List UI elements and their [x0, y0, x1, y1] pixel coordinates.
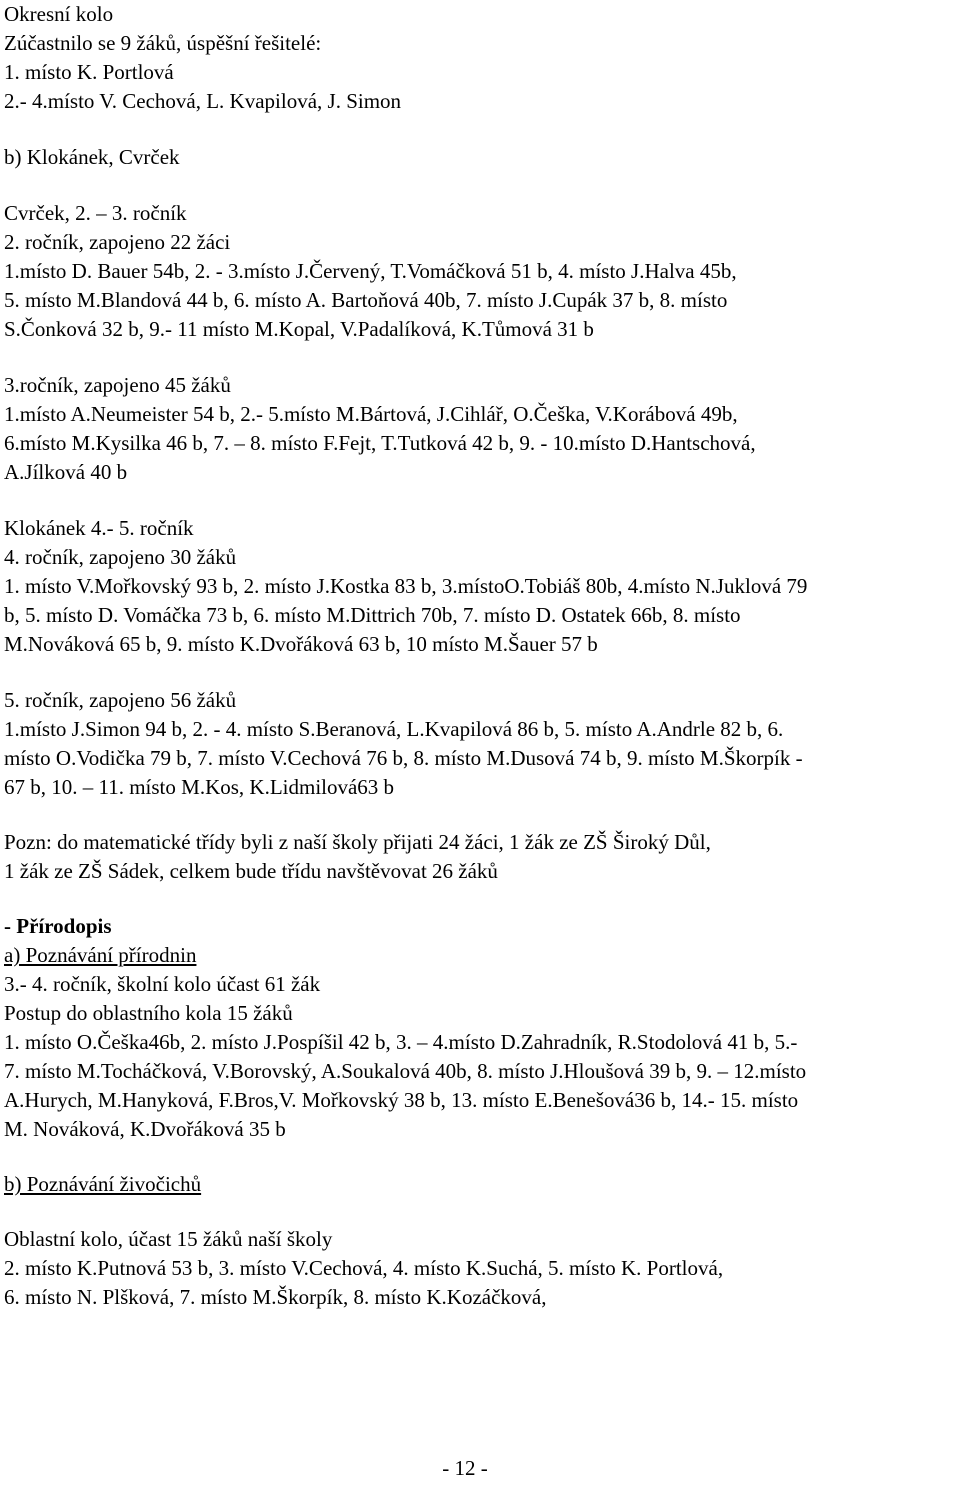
- spacer: [4, 886, 956, 912]
- spacer: [4, 172, 956, 199]
- klokanek-rocnik-4-line: b, 5. místo D. Vomáčka 73 b, 6. místo M.Dittrich 70b, 7. místo D. Ostatek 66b, 8. místo: [4, 603, 741, 627]
- spacer: [4, 487, 956, 514]
- okresni-kolo-place-1: 1. místo K. Portlová: [4, 60, 174, 84]
- spacer: [4, 1199, 956, 1225]
- okresni-kolo-summary: Zúčastnilo se 9 žáků, úspěšní řešitelé:: [4, 31, 322, 55]
- klokanek-rocnik-5-line: 1.místo J.Simon 94 b, 2. - 4. místo S.Beranová, L.Kvapilová 86 b, 5. místo A.Andrle 82 b, 6.: [4, 717, 784, 741]
- spacer: [4, 116, 956, 143]
- page-number: - 12 -: [442, 1456, 488, 1480]
- skolni-kolo-line: 3.- 4. ročník, školní kolo účast 61 žák: [4, 972, 321, 996]
- pozn-line: Pozn: do matematické třídy byli z naší školy přijati 24 žáci, 1 žák ze ZŠ Široký Důl,: [4, 830, 711, 854]
- pozn-line: 1 žák ze ZŠ Sádek, celkem bude třídu navštěvovat 26 žáků: [4, 859, 498, 883]
- okresni-kolo-heading: Okresní kolo: [4, 2, 114, 26]
- postup-line: Postup do oblastního kola 15 žáků: [4, 1001, 293, 1025]
- klokanek-heading: Klokánek 4.- 5. ročník: [4, 516, 194, 540]
- klokanek-rocnik-4-line: M.Nováková 65 b, 9. místo K.Dvořáková 63 b, 10 místo M.Šauer 57 b: [4, 632, 598, 656]
- prirodniny-results-line: A.Hurych, M.Hanyková, F.Bros,V. Mořkovský 38 b, 13. místo E.Benešová36 b, 14.- 15. místo: [4, 1088, 799, 1112]
- cvrcek-rocnik-3-line: 6.místo M.Kysilka 46 b, 7. – 8. místo F.Fejt, T.Tutková 42 b, 9. - 10.místo D.Hantschová,: [4, 431, 756, 455]
- document-page: [4, 0, 956, 1312]
- cvrcek-rocnik-2-line: 5. místo M.Blandová 44 b, 6. místo A. Bartoňová 40b, 7. místo J.Cupák 37 b, 8. místo: [4, 288, 728, 312]
- zivocichove-results-line: 2. místo K.Putnová 53 b, 3. místo V.Cechová, 4. místo K.Suchá, 5. místo K. Portlová,: [4, 1256, 724, 1280]
- prirodniny-results-line: M. Nováková, K.Dvořáková 35 b: [4, 1117, 286, 1141]
- cvrcek-rocnik-3-line: 1.místo A.Neumeister 54 b, 2.- 5.místo M.Bártová, J.Cihlář, O.Češka, V.Korábová 49b,: [4, 402, 738, 426]
- cvrcek-rocnik-3-heading: 3.ročník, zapojeno 45 žáků: [4, 373, 231, 397]
- cvrcek-rocnik-2-line: 1.místo D. Bauer 54b, 2. - 3.místo J.Červený, T.Vomáčková 51 b, 4. místo J.Halva 45b,: [4, 259, 737, 283]
- cvrcek-heading: Cvrček, 2. – 3. ročník: [4, 201, 187, 225]
- okresni-kolo-place-2: 2.- 4.místo V. Cechová, L. Kvapilová, J. Simon: [4, 89, 402, 113]
- prirodniny-results-line: 7. místo M.Tocháčková, V.Borovský, A.Soukalová 40b, 8. místo J.Hloušová 39 b, 9. – 12.místo: [4, 1059, 807, 1083]
- spacer: [4, 344, 956, 371]
- zivocichove-results-line: 6. místo N. Plšková, 7. místo M.Škorpík, 8. místo K.Kozáčková,: [4, 1285, 547, 1309]
- spacer: [4, 1144, 956, 1170]
- klokanek-rocnik-4-heading: 4. ročník, zapojeno 30 žáků: [4, 545, 237, 569]
- klokanek-rocnik-4-line: 1. místo V.Mořkovský 93 b, 2. místo J.Kostka 83 b, 3.místoO.Tobiáš 80b, 4.místo N.Juklová 79: [4, 574, 808, 598]
- prirodniny-results-line: 1. místo O.Češka46b, 2. místo J.Pospíšil 42 b, 3. – 4.místo D.Zahradník, R.Stodolová 41 b, 5.-: [4, 1030, 798, 1054]
- oblastni-kolo-line: Oblastní kolo, účast 15 žáků naší školy: [4, 1227, 333, 1251]
- spacer: [4, 659, 956, 686]
- prirodopis-heading: - Přírodopis: [4, 914, 112, 938]
- poznavani-zivocichu-heading: b) Poznávání živočichů: [4, 1172, 202, 1196]
- cvrcek-rocnik-3-line: A.Jílková 40 b: [4, 460, 128, 484]
- spacer: [4, 802, 956, 828]
- klokanek-rocnik-5-heading: 5. ročník, zapojeno 56 žáků: [4, 688, 237, 712]
- cvrcek-rocnik-2-line: S.Čonková 32 b, 9.- 11 místo M.Kopal, V.Padalíková, K.Tůmová 31 b: [4, 317, 594, 341]
- klokanek-cvrcek-heading: b) Klokánek, Cvrček: [4, 145, 180, 169]
- poznavani-prirodnin-heading: a) Poznávání přírodnin: [4, 943, 197, 967]
- klokanek-rocnik-5-line: místo O.Vodička 79 b, 7. místo V.Cechová 76 b, 8. místo M.Dusová 74 b, 9. místo M.Škorpík -: [4, 746, 803, 770]
- klokanek-rocnik-5-line: 67 b, 10. – 11. místo M.Kos, K.Lidmilová63 b: [4, 775, 395, 799]
- cvrcek-rocnik-2-heading: 2. ročník, zapojeno 22 žáci: [4, 230, 231, 254]
